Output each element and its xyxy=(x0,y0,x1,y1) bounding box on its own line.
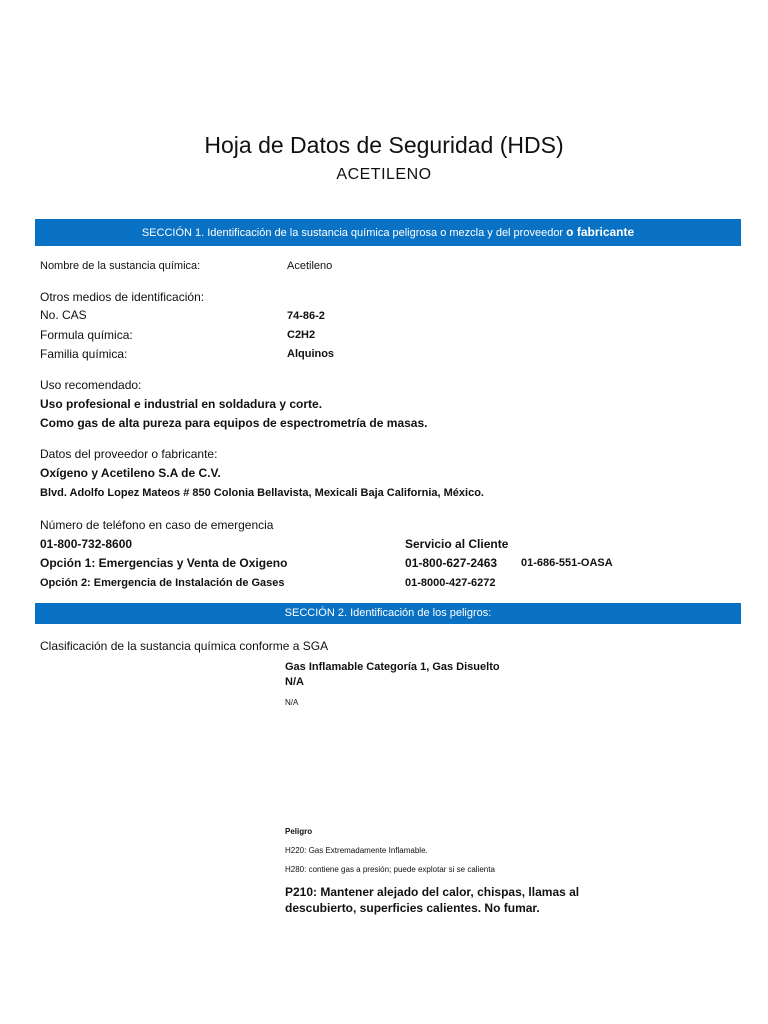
page-subtitle: ACETILENO xyxy=(336,166,432,183)
customer-phone-3: 01-8000-427-6272 xyxy=(405,577,496,589)
customer-phone-1: 01-800-627-2463 xyxy=(405,556,498,570)
customer-phone-2: 01-686-551-OASA xyxy=(521,557,613,569)
section-1-label-bold: o fabricante xyxy=(566,225,635,239)
cas-label: No. CAS xyxy=(40,308,87,322)
formula-value: C2H2 xyxy=(287,329,316,341)
option-1: Opción 1: Emergencias y Venta de Oxigeno xyxy=(40,556,288,570)
na-value-bold: N/A xyxy=(285,676,304,688)
supplier-address: Blvd. Adolfo Lopez Mateos # 850 Colonia Bellavista, Mexicali Baja California, México. xyxy=(40,487,484,499)
substance-name-value: Acetileno xyxy=(287,260,333,272)
cas-value: 74-86-2 xyxy=(287,310,325,322)
precaution-p210-line-1: P210: Mantener alejado del calor, chispas, llamas al xyxy=(285,885,580,899)
use-line-2: Como gas de alta pureza para equipos de espectrometría de masas. xyxy=(40,416,428,430)
formula-label: Formula química: xyxy=(40,328,133,342)
section-2-label: SECCIÓN 2. Identificación de los peligros: xyxy=(284,607,492,619)
section-1-label: SECCIÓN 1. Identificación de la sustancia química peligrosa o mezcla y del proveedor xyxy=(141,227,564,239)
classification-value: Gas Inflamable Categoría 1, Gas Disuelto xyxy=(285,661,500,673)
supplier-label: Datos del proveedor o fabricante: xyxy=(40,447,218,461)
section-2-header xyxy=(35,603,741,624)
emergency-phone: 01-800-732-8600 xyxy=(40,537,133,551)
other-ids-label: Otros medios de identificación: xyxy=(40,290,205,304)
hazard-h220: H220: Gas Extremadamente Inflamable. xyxy=(285,846,428,855)
emergency-label: Número de teléfono en caso de emergencia xyxy=(40,518,274,532)
na-value-small: N/A xyxy=(285,698,299,707)
use-label: Uso recomendado: xyxy=(40,378,142,392)
family-value: Alquinos xyxy=(287,348,335,360)
precaution-p210-line-2: descubierto, superficies calientes. No fumar. xyxy=(285,901,540,915)
supplier-name: Oxígeno y Acetileno S.A de C.V. xyxy=(40,466,221,480)
substance-name-label: Nombre de la sustancia química: xyxy=(40,260,201,272)
signal-word: Peligro xyxy=(285,827,313,836)
family-label: Familia química: xyxy=(40,347,128,361)
customer-service-label: Servicio al Cliente xyxy=(405,537,509,551)
page-title: Hoja de Datos de Seguridad (HDS) xyxy=(204,132,564,158)
section-1-header xyxy=(35,219,741,246)
use-line-1: Uso profesional e industrial en soldadura y corte. xyxy=(40,397,323,411)
hazard-h280: H280: contiene gas a presión; puede explotar si se calienta xyxy=(285,865,495,874)
option-2: Opción 2: Emergencia de Instalación de Gases xyxy=(40,577,285,589)
classification-label: Clasificación de la sustancia química conforme a SGA xyxy=(40,639,329,653)
